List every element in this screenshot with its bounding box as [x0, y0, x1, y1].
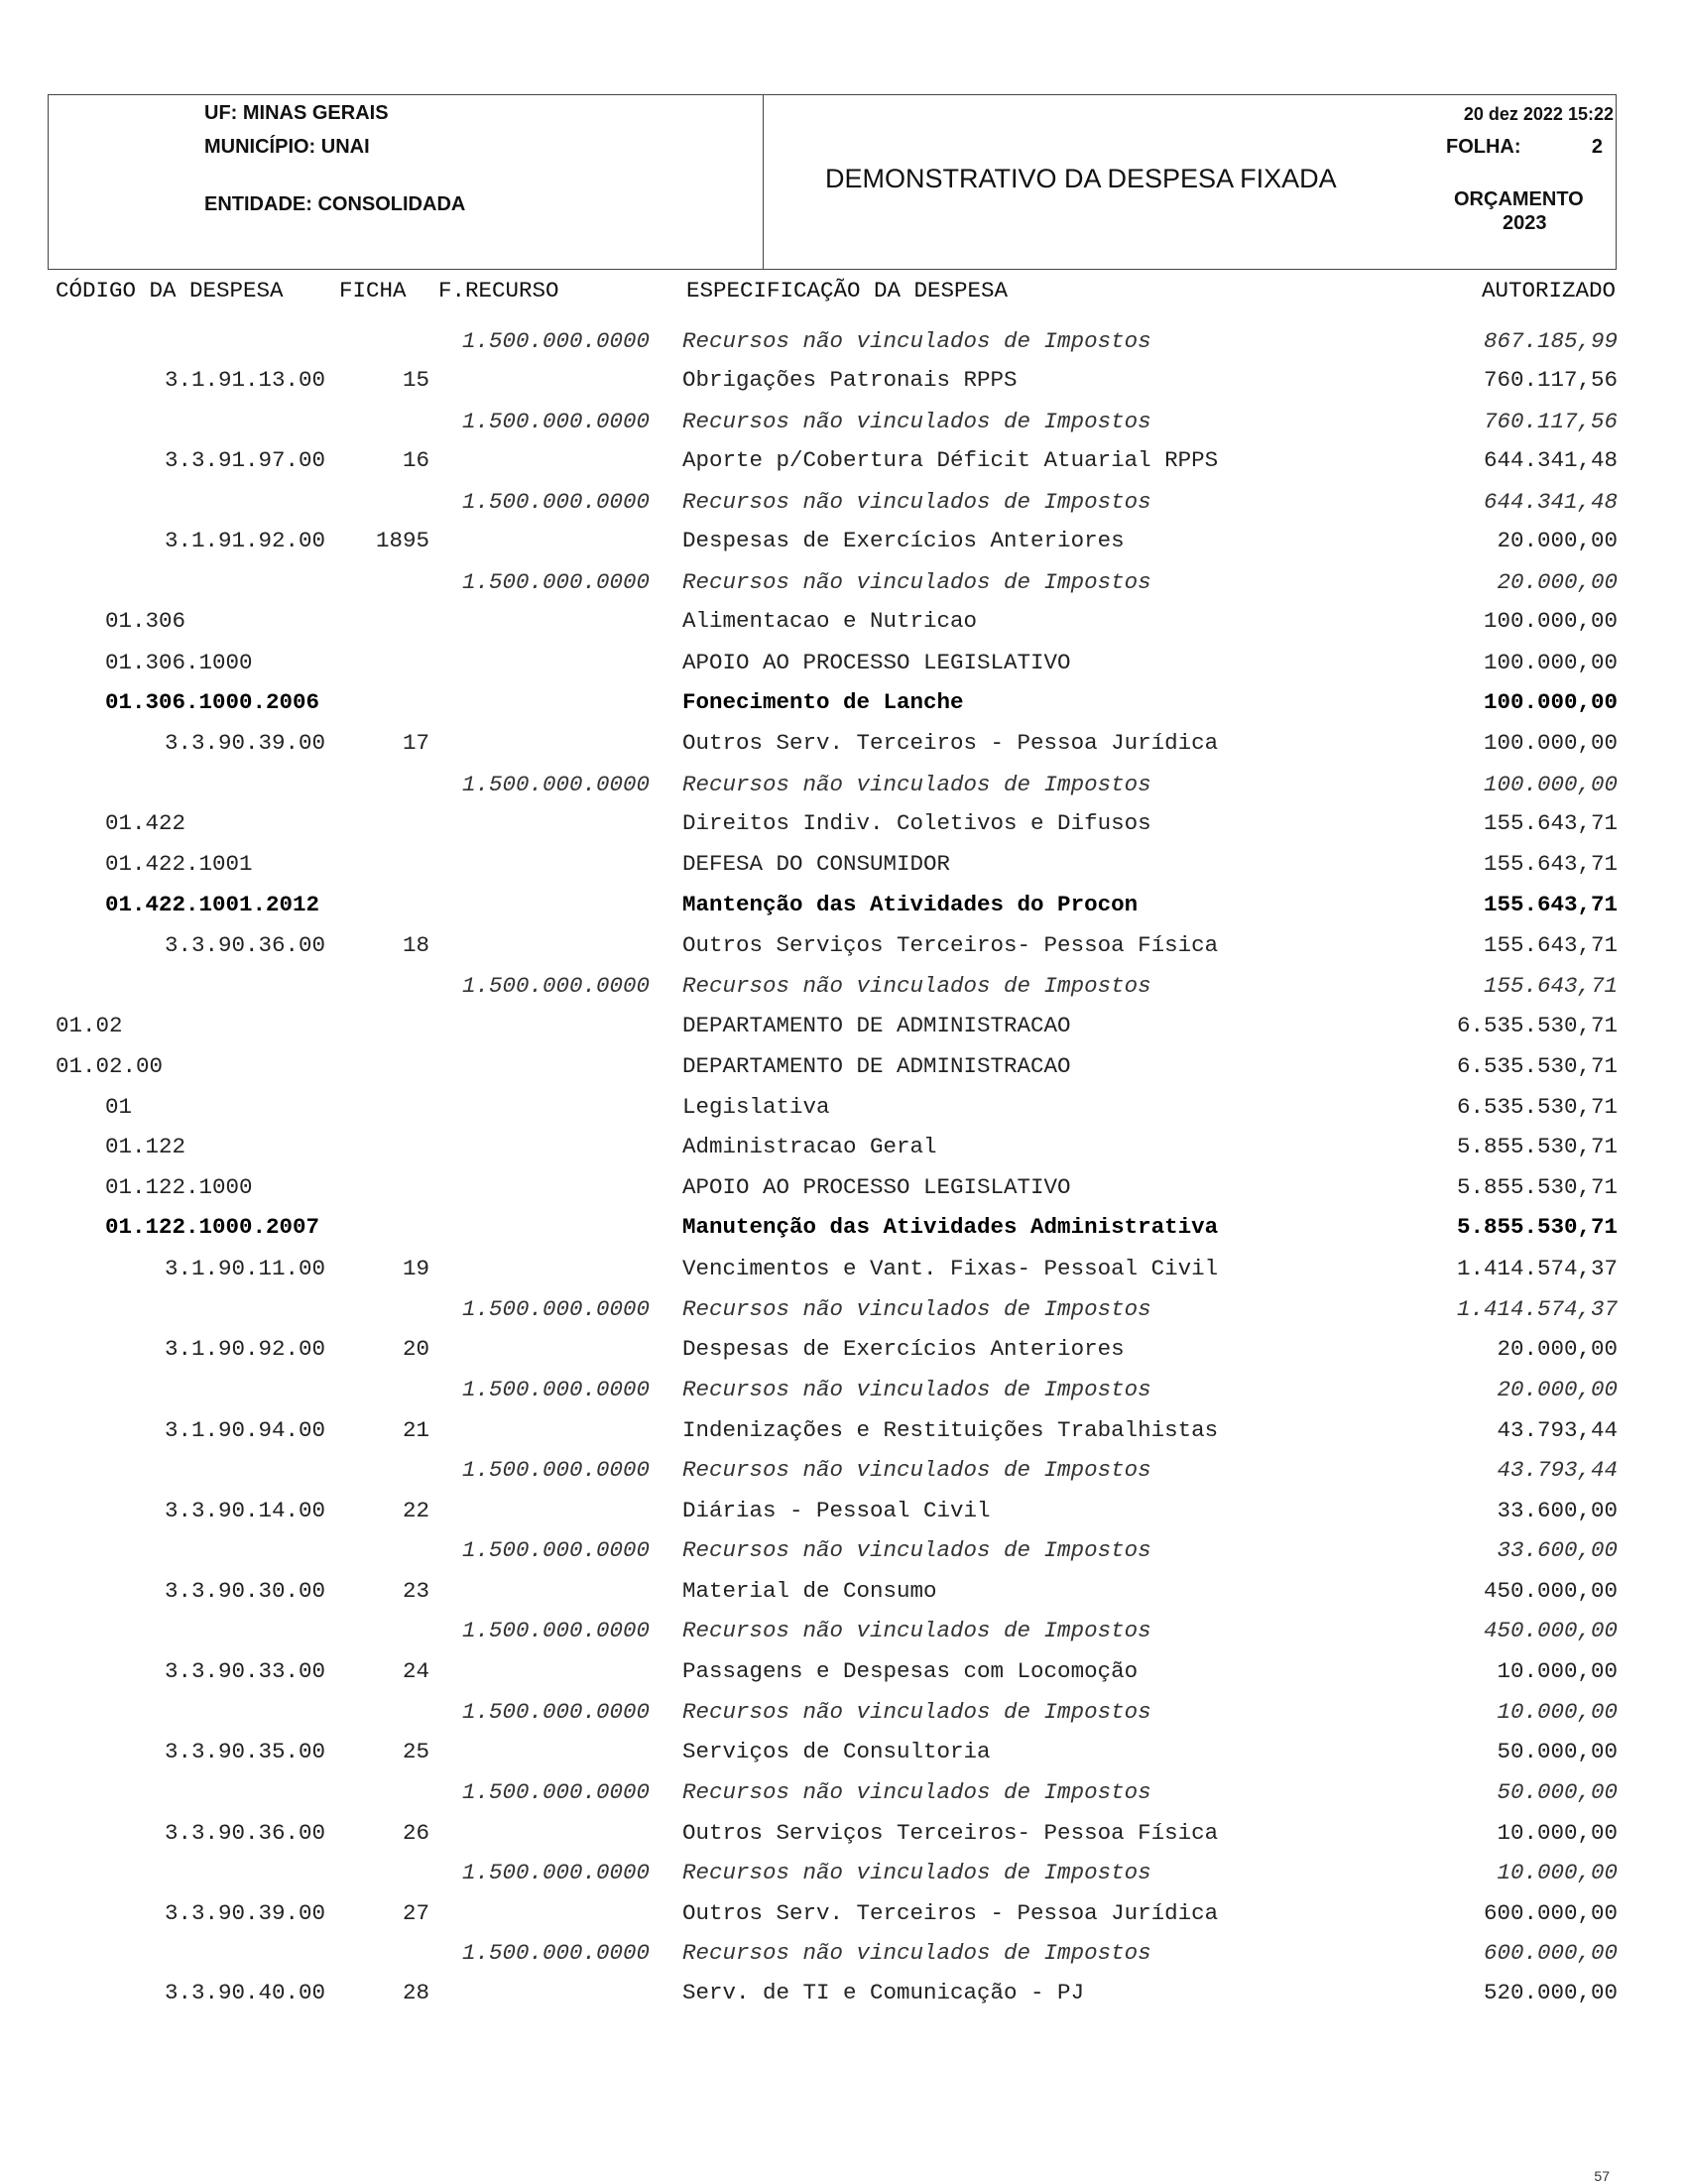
funding-source-code: 1.500.000.0000: [462, 1296, 651, 1322]
authorized-value: 43.793,44: [1497, 1457, 1618, 1483]
expense-code: 3.1.90.92.00: [165, 1336, 326, 1362]
expense-description: Administracao Geral: [682, 1134, 937, 1159]
expense-description: Outros Serviços Terceiros- Pessoa Física: [682, 1820, 1219, 1846]
authorized-value: 33.600,00: [1497, 1498, 1618, 1523]
expense-ficha: 16: [402, 447, 429, 473]
expense-ficha: 25: [402, 1739, 429, 1764]
funding-source-code: 1.500.000.0000: [462, 1860, 651, 1885]
authorized-value: 43.793,44: [1497, 1417, 1618, 1443]
authorized-value: 155.643,71: [1483, 932, 1618, 958]
authorized-value: 10.000,00: [1497, 1699, 1618, 1725]
expense-row: [0, 1006, 1687, 1045]
funding-source-row: [0, 1933, 1687, 1973]
expense-description: Mantenção das Atividades do Procon: [682, 892, 1139, 917]
funding-source-row: [0, 765, 1687, 804]
funding-source-code: 1.500.000.0000: [462, 1537, 651, 1563]
expense-ficha: 26: [402, 1820, 429, 1846]
authorized-value: 760.117,56: [1483, 367, 1618, 393]
expense-description: Recursos não vinculados de Impostos: [682, 1296, 1151, 1322]
expense-description: DEPARTAMENTO DE ADMINISTRACAO: [682, 1013, 1071, 1038]
expense-row: [0, 1571, 1687, 1611]
column-autorizado: AUTORIZADO: [1481, 278, 1616, 303]
funding-source-row: [0, 1692, 1687, 1732]
expense-code: 3.3.91.97.00: [165, 447, 326, 473]
expense-row: [0, 723, 1687, 763]
expense-description: DEPARTAMENTO DE ADMINISTRACAO: [682, 1053, 1071, 1079]
expense-description: Recursos não vinculados de Impostos: [682, 1779, 1151, 1805]
funding-source-code: 1.500.000.0000: [462, 409, 651, 434]
expense-code: 3.1.91.13.00: [165, 367, 326, 393]
authorized-value: 20.000,00: [1497, 1336, 1618, 1362]
expense-description: Recursos não vinculados de Impostos: [682, 328, 1151, 354]
funding-source-code: 1.500.000.0000: [462, 1457, 651, 1483]
expense-description: Recursos não vinculados de Impostos: [682, 1457, 1151, 1483]
expense-description: Recursos não vinculados de Impostos: [682, 1618, 1151, 1643]
expense-code: 01.422: [105, 810, 186, 836]
expense-code: 01.422.1001: [105, 851, 253, 877]
authorized-value: 600.000,00: [1483, 1900, 1618, 1926]
authorized-value: 450.000,00: [1483, 1578, 1618, 1604]
expense-description: Recursos não vinculados de Impostos: [682, 1699, 1151, 1725]
column-frecurso: F.RECURSO: [438, 278, 559, 303]
expense-row: [0, 1207, 1687, 1247]
funding-source-row: [0, 1289, 1687, 1329]
expense-ficha: 23: [402, 1578, 429, 1604]
header-orcamento-label: ORÇAMENTO: [1454, 188, 1584, 210]
expense-row: [0, 440, 1687, 480]
expense-description: Diárias - Pessoal Civil: [682, 1498, 991, 1523]
expense-ficha: 18: [402, 932, 429, 958]
authorized-value: 155.643,71: [1483, 973, 1618, 999]
expense-ficha: 27: [402, 1900, 429, 1926]
funding-source-code: 1.500.000.0000: [462, 489, 651, 515]
expense-description: Indenizações e Restituições Trabalhistas: [682, 1417, 1219, 1443]
column-codigo: CÓDIGO DA DESPESA: [56, 278, 284, 303]
header-folha-value: 2: [1591, 136, 1603, 158]
funding-source-code: 1.500.000.0000: [462, 973, 651, 999]
authorized-value: 644.341,48: [1483, 447, 1618, 473]
funding-source-code: 1.500.000.0000: [462, 1699, 651, 1725]
expense-row: [0, 1046, 1687, 1086]
funding-source-row: [0, 966, 1687, 1006]
expense-description: Recursos não vinculados de Impostos: [682, 772, 1151, 797]
authorized-value: 6.535.530,71: [1456, 1094, 1618, 1120]
header-orcamento-year: 2023: [1503, 212, 1547, 234]
expense-description: Manutenção das Atividades Administrativa: [682, 1214, 1219, 1240]
expense-code: 01.02.00: [56, 1053, 164, 1079]
expense-row: [0, 682, 1687, 722]
funding-source-row: [0, 1853, 1687, 1892]
expense-code: 01: [105, 1094, 133, 1120]
expense-description: Recursos não vinculados de Impostos: [682, 569, 1151, 595]
expense-description: Outros Serv. Terceiros - Pessoa Jurídica: [682, 730, 1219, 756]
expense-row: [0, 1491, 1687, 1530]
expense-row: [0, 521, 1687, 560]
column-ficha: FICHA: [339, 278, 407, 303]
authorized-value: 1.414.574,37: [1456, 1256, 1618, 1281]
authorized-value: 155.643,71: [1483, 851, 1618, 877]
expense-description: Recursos não vinculados de Impostos: [682, 1537, 1151, 1563]
expense-description: DEFESA DO CONSUMIDOR: [682, 851, 951, 877]
expense-ficha: 17: [402, 730, 429, 756]
expense-code: 01.306.1000: [105, 650, 253, 675]
authorized-value: 20.000,00: [1497, 1377, 1618, 1402]
expense-description: APOIO AO PROCESSO LEGISLATIVO: [682, 650, 1071, 675]
expense-code: 01.306.1000.2006: [105, 689, 320, 715]
expense-ficha: 22: [402, 1498, 429, 1523]
authorized-value: 5.855.530,71: [1456, 1174, 1618, 1200]
expense-description: Legislativa: [682, 1094, 830, 1120]
authorized-value: 450.000,00: [1483, 1618, 1618, 1643]
expense-code: 3.3.90.14.00: [165, 1498, 326, 1523]
expense-row: [0, 1410, 1687, 1450]
expense-description: Fonecimento de Lanche: [682, 689, 964, 715]
header-folha-label: FOLHA:: [1446, 136, 1521, 158]
expense-row: [0, 643, 1687, 682]
expense-description: Recursos não vinculados de Impostos: [682, 1860, 1151, 1885]
funding-source-row: [0, 1370, 1687, 1409]
expense-row: [0, 1249, 1687, 1288]
page-number: 57: [1594, 2168, 1610, 2184]
authorized-value: 20.000,00: [1497, 528, 1618, 553]
expense-code: 3.3.90.36.00: [165, 1820, 326, 1846]
authorized-value: 10.000,00: [1497, 1860, 1618, 1885]
expense-row: [0, 1651, 1687, 1691]
expense-row: [0, 925, 1687, 965]
expense-description: Recursos não vinculados de Impostos: [682, 973, 1151, 999]
header-uf: UF: MINAS GERAIS: [204, 102, 389, 124]
expense-code: 01.422.1001.2012: [105, 892, 320, 917]
expense-ficha: 20: [402, 1336, 429, 1362]
expense-description: Recursos não vinculados de Impostos: [682, 489, 1151, 515]
expense-code: 3.3.90.40.00: [165, 1980, 326, 2005]
expense-row: [0, 1813, 1687, 1853]
expense-code: 3.3.90.35.00: [165, 1739, 326, 1764]
authorized-value: 10.000,00: [1497, 1658, 1618, 1684]
funding-source-row: [0, 562, 1687, 602]
funding-source-code: 1.500.000.0000: [462, 1618, 651, 1643]
authorized-value: 33.600,00: [1497, 1537, 1618, 1563]
expense-code: 3.3.90.39.00: [165, 730, 326, 756]
authorized-value: 155.643,71: [1483, 810, 1618, 836]
expense-code: 3.3.90.30.00: [165, 1578, 326, 1604]
authorized-value: 100.000,00: [1483, 689, 1618, 715]
expense-description: Aporte p/Cobertura Déficit Atuarial RPPS: [682, 447, 1219, 473]
header-datetime: 20 dez 2022 15:22: [1463, 104, 1614, 124]
expense-code: 3.3.90.39.00: [165, 1900, 326, 1926]
authorized-value: 100.000,00: [1483, 650, 1618, 675]
funding-source-code: 1.500.000.0000: [462, 1377, 651, 1402]
authorized-value: 1.414.574,37: [1456, 1296, 1618, 1322]
expense-description: Direitos Indiv. Coletivos e Difusos: [682, 810, 1151, 836]
authorized-value: 50.000,00: [1497, 1739, 1618, 1764]
expense-code: 3.3.90.36.00: [165, 932, 326, 958]
funding-source-row: [0, 1450, 1687, 1490]
header-municipio: MUNICÍPIO: UNAI: [204, 136, 370, 158]
expense-code: 3.1.90.94.00: [165, 1417, 326, 1443]
header-divider: [763, 95, 764, 269]
expense-row: [0, 1127, 1687, 1166]
expense-description: Vencimentos e Vant. Fixas- Pessoal Civil: [682, 1256, 1219, 1281]
expense-row: [0, 1973, 1687, 2012]
expense-row: [0, 1167, 1687, 1207]
authorized-value: 10.000,00: [1497, 1820, 1618, 1846]
authorized-value: 6.535.530,71: [1456, 1013, 1618, 1038]
report-title: DEMONSTRATIVO DA DESPESA FIXADA: [825, 164, 1337, 193]
expense-description: Serv. de TI e Comunicação - PJ: [682, 1980, 1085, 2005]
expense-description: Alimentacao e Nutricao: [682, 608, 978, 634]
expense-row: [0, 844, 1687, 884]
funding-source-row: [0, 482, 1687, 522]
expense-code: 01.306: [105, 608, 186, 634]
authorized-value: 155.643,71: [1483, 892, 1618, 917]
expense-row: [0, 885, 1687, 924]
authorized-value: 520.000,00: [1483, 1980, 1618, 2005]
expense-ficha: 24: [402, 1658, 429, 1684]
expense-description: Outros Serv. Terceiros - Pessoa Jurídica: [682, 1900, 1219, 1926]
expense-description: Serviços de Consultoria: [682, 1739, 991, 1764]
authorized-value: 600.000,00: [1483, 1940, 1618, 1966]
expense-row: [0, 1087, 1687, 1127]
expense-ficha: 1895: [375, 528, 429, 553]
expense-row: [0, 601, 1687, 641]
expense-code: 01.02: [56, 1013, 123, 1038]
authorized-value: 100.000,00: [1483, 608, 1618, 634]
expense-row: [0, 1329, 1687, 1369]
header-entidade: ENTIDADE: CONSOLIDADA: [204, 193, 466, 215]
expense-description: Recursos não vinculados de Impostos: [682, 1377, 1151, 1402]
funding-source-row: [0, 1530, 1687, 1570]
authorized-value: 644.341,48: [1483, 489, 1618, 515]
expense-description: Despesas de Exercícios Anteriores: [682, 528, 1125, 553]
expense-description: Material de Consumo: [682, 1578, 937, 1604]
expense-row: [0, 1893, 1687, 1933]
authorized-value: 867.185,99: [1483, 328, 1618, 354]
funding-source-code: 1.500.000.0000: [462, 1940, 651, 1966]
expense-description: Passagens e Despesas com Locomoção: [682, 1658, 1139, 1684]
expense-code: 01.122.1000.2007: [105, 1214, 320, 1240]
authorized-value: 760.117,56: [1483, 409, 1618, 434]
expense-ficha: 28: [402, 1980, 429, 2005]
expense-code: 3.3.90.33.00: [165, 1658, 326, 1684]
expense-description: Outros Serviços Terceiros- Pessoa Física: [682, 932, 1219, 958]
authorized-value: 20.000,00: [1497, 569, 1618, 595]
funding-source-row: [0, 1611, 1687, 1650]
expense-ficha: 21: [402, 1417, 429, 1443]
authorized-value: 100.000,00: [1483, 730, 1618, 756]
funding-source-code: 1.500.000.0000: [462, 328, 651, 354]
funding-source-code: 1.500.000.0000: [462, 772, 651, 797]
expense-description: Despesas de Exercícios Anteriores: [682, 1336, 1125, 1362]
funding-source-code: 1.500.000.0000: [462, 569, 651, 595]
expense-row: [0, 1732, 1687, 1771]
column-especificacao: ESPECIFICAÇÃO DA DESPESA: [686, 278, 1009, 303]
expense-description: Obrigações Patronais RPPS: [682, 367, 1018, 393]
funding-source-code: 1.500.000.0000: [462, 1779, 651, 1805]
expense-ficha: 15: [402, 367, 429, 393]
expense-description: Recursos não vinculados de Impostos: [682, 409, 1151, 434]
expense-description: Recursos não vinculados de Impostos: [682, 1940, 1151, 1966]
funding-source-row: [0, 402, 1687, 441]
authorized-value: 50.000,00: [1497, 1779, 1618, 1805]
expense-row: [0, 360, 1687, 400]
authorized-value: 5.855.530,71: [1456, 1214, 1618, 1240]
expense-ficha: 19: [402, 1256, 429, 1281]
authorized-value: 100.000,00: [1483, 772, 1618, 797]
funding-source-row: [0, 321, 1687, 361]
authorized-value: 6.535.530,71: [1456, 1053, 1618, 1079]
funding-source-row: [0, 1772, 1687, 1812]
expense-code: 01.122: [105, 1134, 186, 1159]
expense-code: 3.1.90.11.00: [165, 1256, 326, 1281]
authorized-value: 5.855.530,71: [1456, 1134, 1618, 1159]
expense-code: 01.122.1000: [105, 1174, 253, 1200]
expense-code: 3.1.91.92.00: [165, 528, 326, 553]
expense-row: [0, 803, 1687, 843]
expense-description: APOIO AO PROCESSO LEGISLATIVO: [682, 1174, 1071, 1200]
